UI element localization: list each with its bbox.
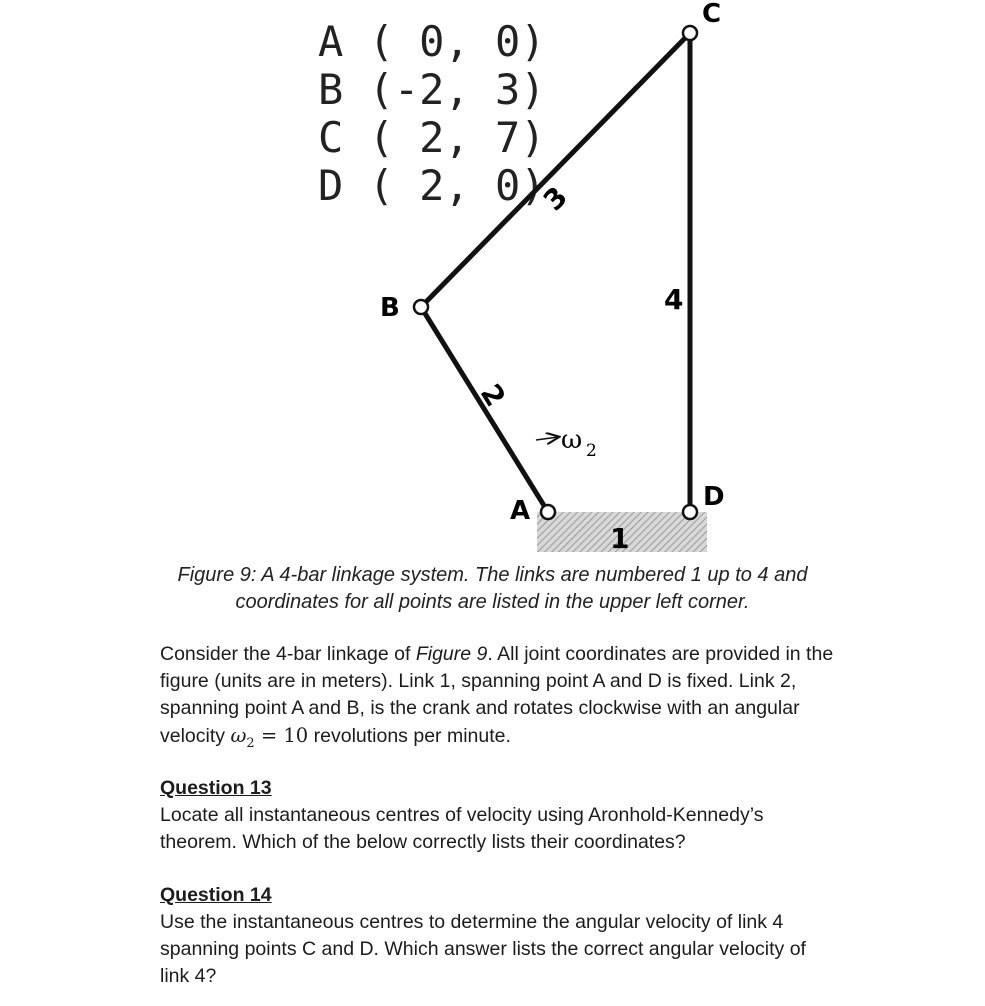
intro-paragraph <box>160 641 950 757</box>
figure-caption-line-1: Figure 9: A 4-bar linkage system. The links are numbered 1 up to 4 and <box>177 564 808 586</box>
omega-arrow <box>536 437 558 440</box>
question-14-line-3: link 4? <box>160 965 217 987</box>
link-label-1: 1 <box>610 522 630 555</box>
label-c: C <box>702 0 722 29</box>
omega-value: 10 <box>283 724 309 747</box>
figure-reference: Figure 9 <box>415 643 488 665</box>
omega-subscript: 2 <box>586 441 597 461</box>
label-a: A <box>510 496 531 526</box>
label-d: D <box>703 482 725 512</box>
equals-sign: = <box>254 724 284 747</box>
coordinate-d: D ( 2, 0) <box>318 161 546 210</box>
joint-a <box>541 505 555 519</box>
question-13-line-1: Locate all instantaneous centres of velocity using Aronhold-Kennedy’s <box>160 804 764 826</box>
question-13-line-2: theorem. Which of the below correctly lists their coordinates? <box>160 831 686 853</box>
coordinate-b: B (-2, 3) <box>318 65 546 114</box>
link-3 <box>421 33 690 307</box>
intro-line-1 <box>160 641 950 668</box>
question-13-heading: Question 13 <box>160 777 272 799</box>
joint-c <box>683 26 697 40</box>
coordinate-c: C ( 2, 7) <box>318 113 546 162</box>
intro-text-b: . All joint coordinates are provided in the <box>487 643 834 665</box>
label-b: B <box>380 293 400 323</box>
question-14 <box>160 882 950 990</box>
intro-line-3: spanning point A and B, is the crank and rotates clockwise with an angular <box>160 697 800 719</box>
link-label-3: 3 <box>536 180 575 218</box>
link-label-4: 4 <box>664 283 684 316</box>
figure-caption-line-2: coordinates for all points are listed in the upper left corner. <box>235 591 750 613</box>
omega-math: ω <box>230 724 247 747</box>
coordinate-a: A ( 0, 0) <box>318 17 546 66</box>
intro-text-a: Consider the 4-bar linkage of <box>160 643 416 665</box>
intro-line-2: figure (units are in meters). Link 1, spanning point A and D is fixed. Link 2, <box>160 670 797 692</box>
intro-line-4 <box>160 722 950 757</box>
question-14-heading: Question 14 <box>160 884 272 906</box>
question-13 <box>160 775 950 856</box>
velocity-label: velocity <box>160 725 231 747</box>
question-14-line-1: Use the instantaneous centres to determine the angular velocity of link 4 <box>160 911 784 933</box>
joint-d <box>683 505 697 519</box>
velocity-units: revolutions per minute. <box>308 725 511 747</box>
omega-symbol: ω <box>561 425 583 455</box>
question-14-line-2: spanning points C and D. Which answer lists the correct angular velocity of <box>160 938 806 960</box>
joint-b <box>414 300 428 314</box>
omega-math-subscript: 2 <box>246 735 255 751</box>
link-label-2: 2 <box>473 378 513 413</box>
